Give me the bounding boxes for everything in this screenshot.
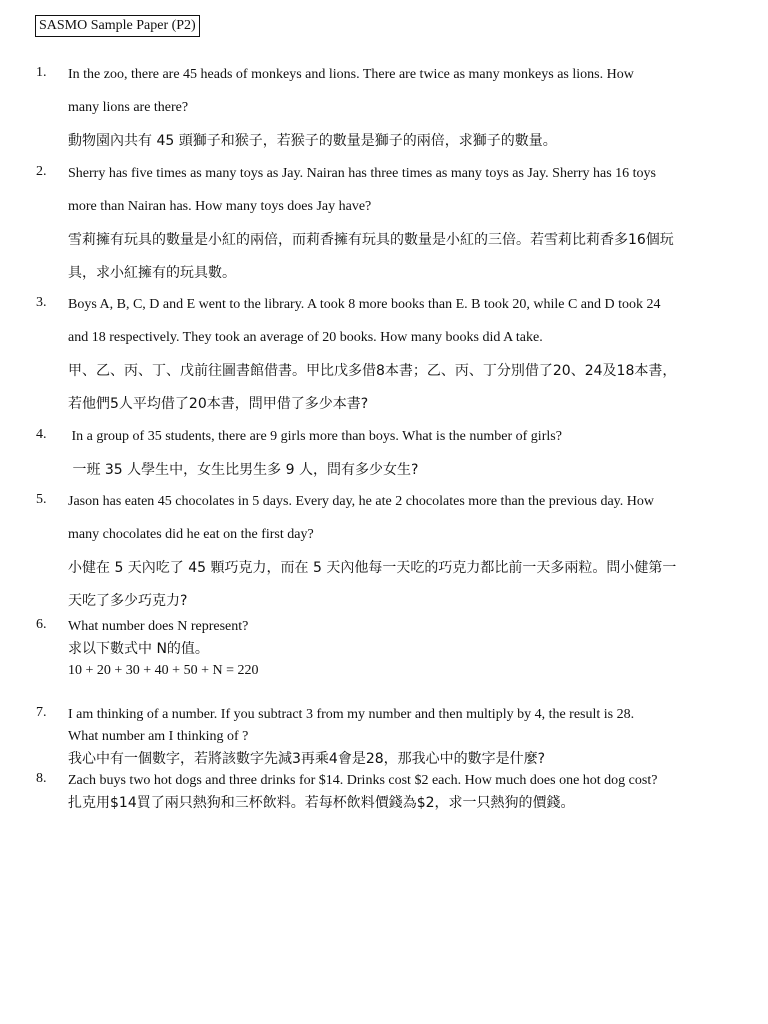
question-number: 7. xyxy=(36,705,47,720)
question-text-en: Boys A, B, C, D and E went to the library. A took 8 more books than E. B took 20, while C and D took 24 xyxy=(68,297,661,312)
question-number: 4. xyxy=(36,427,47,442)
question-text-cn: 甲、乙、丙、丁、戊前往圖書館借書。甲比戊多借8本書；乙、丙、丁分別借了20、24及18本書， xyxy=(68,363,677,379)
question-text-en: Sherry has five times as many toys as Jay. Nairan has three times as many toys as Jay. Sherry has 16 toys xyxy=(68,166,657,181)
question-text-cn: 我心中有一個數字，若將該數字先減3再乘4會是28，那我心中的數字是什麼? xyxy=(68,751,546,767)
question-text-en: In a group of 35 students, there are 9 girls more than boys. What is the number of girls? xyxy=(68,429,562,444)
question-text-cn: 天吃了多少巧克力? xyxy=(68,593,188,609)
equation: 10 + 20 + 30 + 40 + 50 + N = 220 xyxy=(68,663,259,678)
question-number: 1. xyxy=(36,65,47,80)
question-text-en: many chocolates did he eat on the first day? xyxy=(68,527,314,542)
question-text-en: Jason has eaten 45 chocolates in 5 days. Every day, he ate 2 chocolates more than the previous day. How xyxy=(68,494,654,509)
question-text-en: In the zoo, there are 45 heads of monkeys and lions. There are twice as many monkeys as lions. How xyxy=(68,67,634,82)
question-text-en: more than Nairan has. How many toys does Jay have? xyxy=(68,199,372,214)
question-number: 2. xyxy=(36,164,47,179)
question-number: 8. xyxy=(36,771,47,786)
question-number: 6. xyxy=(36,617,47,632)
question-text-cn: 扎克用$14買了兩只熱狗和三杯飲料。若每杯飲料價錢為$2，求一只熱狗的價錢。 xyxy=(68,795,575,811)
question-text-cn: 小健在 5 天內吃了 45 顆巧克力，而在 5 天內他每一天吃的巧克力都比前一天多兩粒。問小健第一 xyxy=(68,560,677,576)
question-text-cn: 一班 35 人學生中，女生比男生多 9 人，問有多少女生? xyxy=(68,462,419,478)
question-text-cn: 若他們5人平均借了20本書，問甲借了多少本書? xyxy=(68,396,369,412)
question-text-en: I am thinking of a number. If you subtract 3 from my number and then multiply by 4, the result is 28. xyxy=(68,707,635,722)
question-text-en: and 18 respectively. They took an average of 20 books. How many books did A take. xyxy=(68,330,543,345)
question-text-en: Zach buys two hot dogs and three drinks for $14. Drinks cost $2 each. How much does one hot dog cost? xyxy=(68,773,658,788)
question-number: 3. xyxy=(36,295,47,310)
question-text-en: many lions are there? xyxy=(68,100,189,115)
page-title: SASMO Sample Paper (P2) xyxy=(35,15,200,37)
question-text-cn: 求以下數式中 N的值。 xyxy=(68,641,209,657)
question-text-cn: 具，求小紅擁有的玩具數。 xyxy=(68,265,236,281)
question-number: 5. xyxy=(36,492,47,507)
question-text-cn: 雪莉擁有玩具的數量是小紅的兩倍，而莉香擁有玩具的數量是小紅的三倍。若雪莉比莉香多16個玩 xyxy=(68,232,674,248)
question-text-en: What number am I thinking of ? xyxy=(68,729,249,744)
question-text-en: What number does N represent? xyxy=(68,619,249,634)
question-text-cn: 動物園內共有 45 頭獅子和猴子，若猴子的數量是獅子的兩倍，求獅子的數量。 xyxy=(68,133,557,149)
